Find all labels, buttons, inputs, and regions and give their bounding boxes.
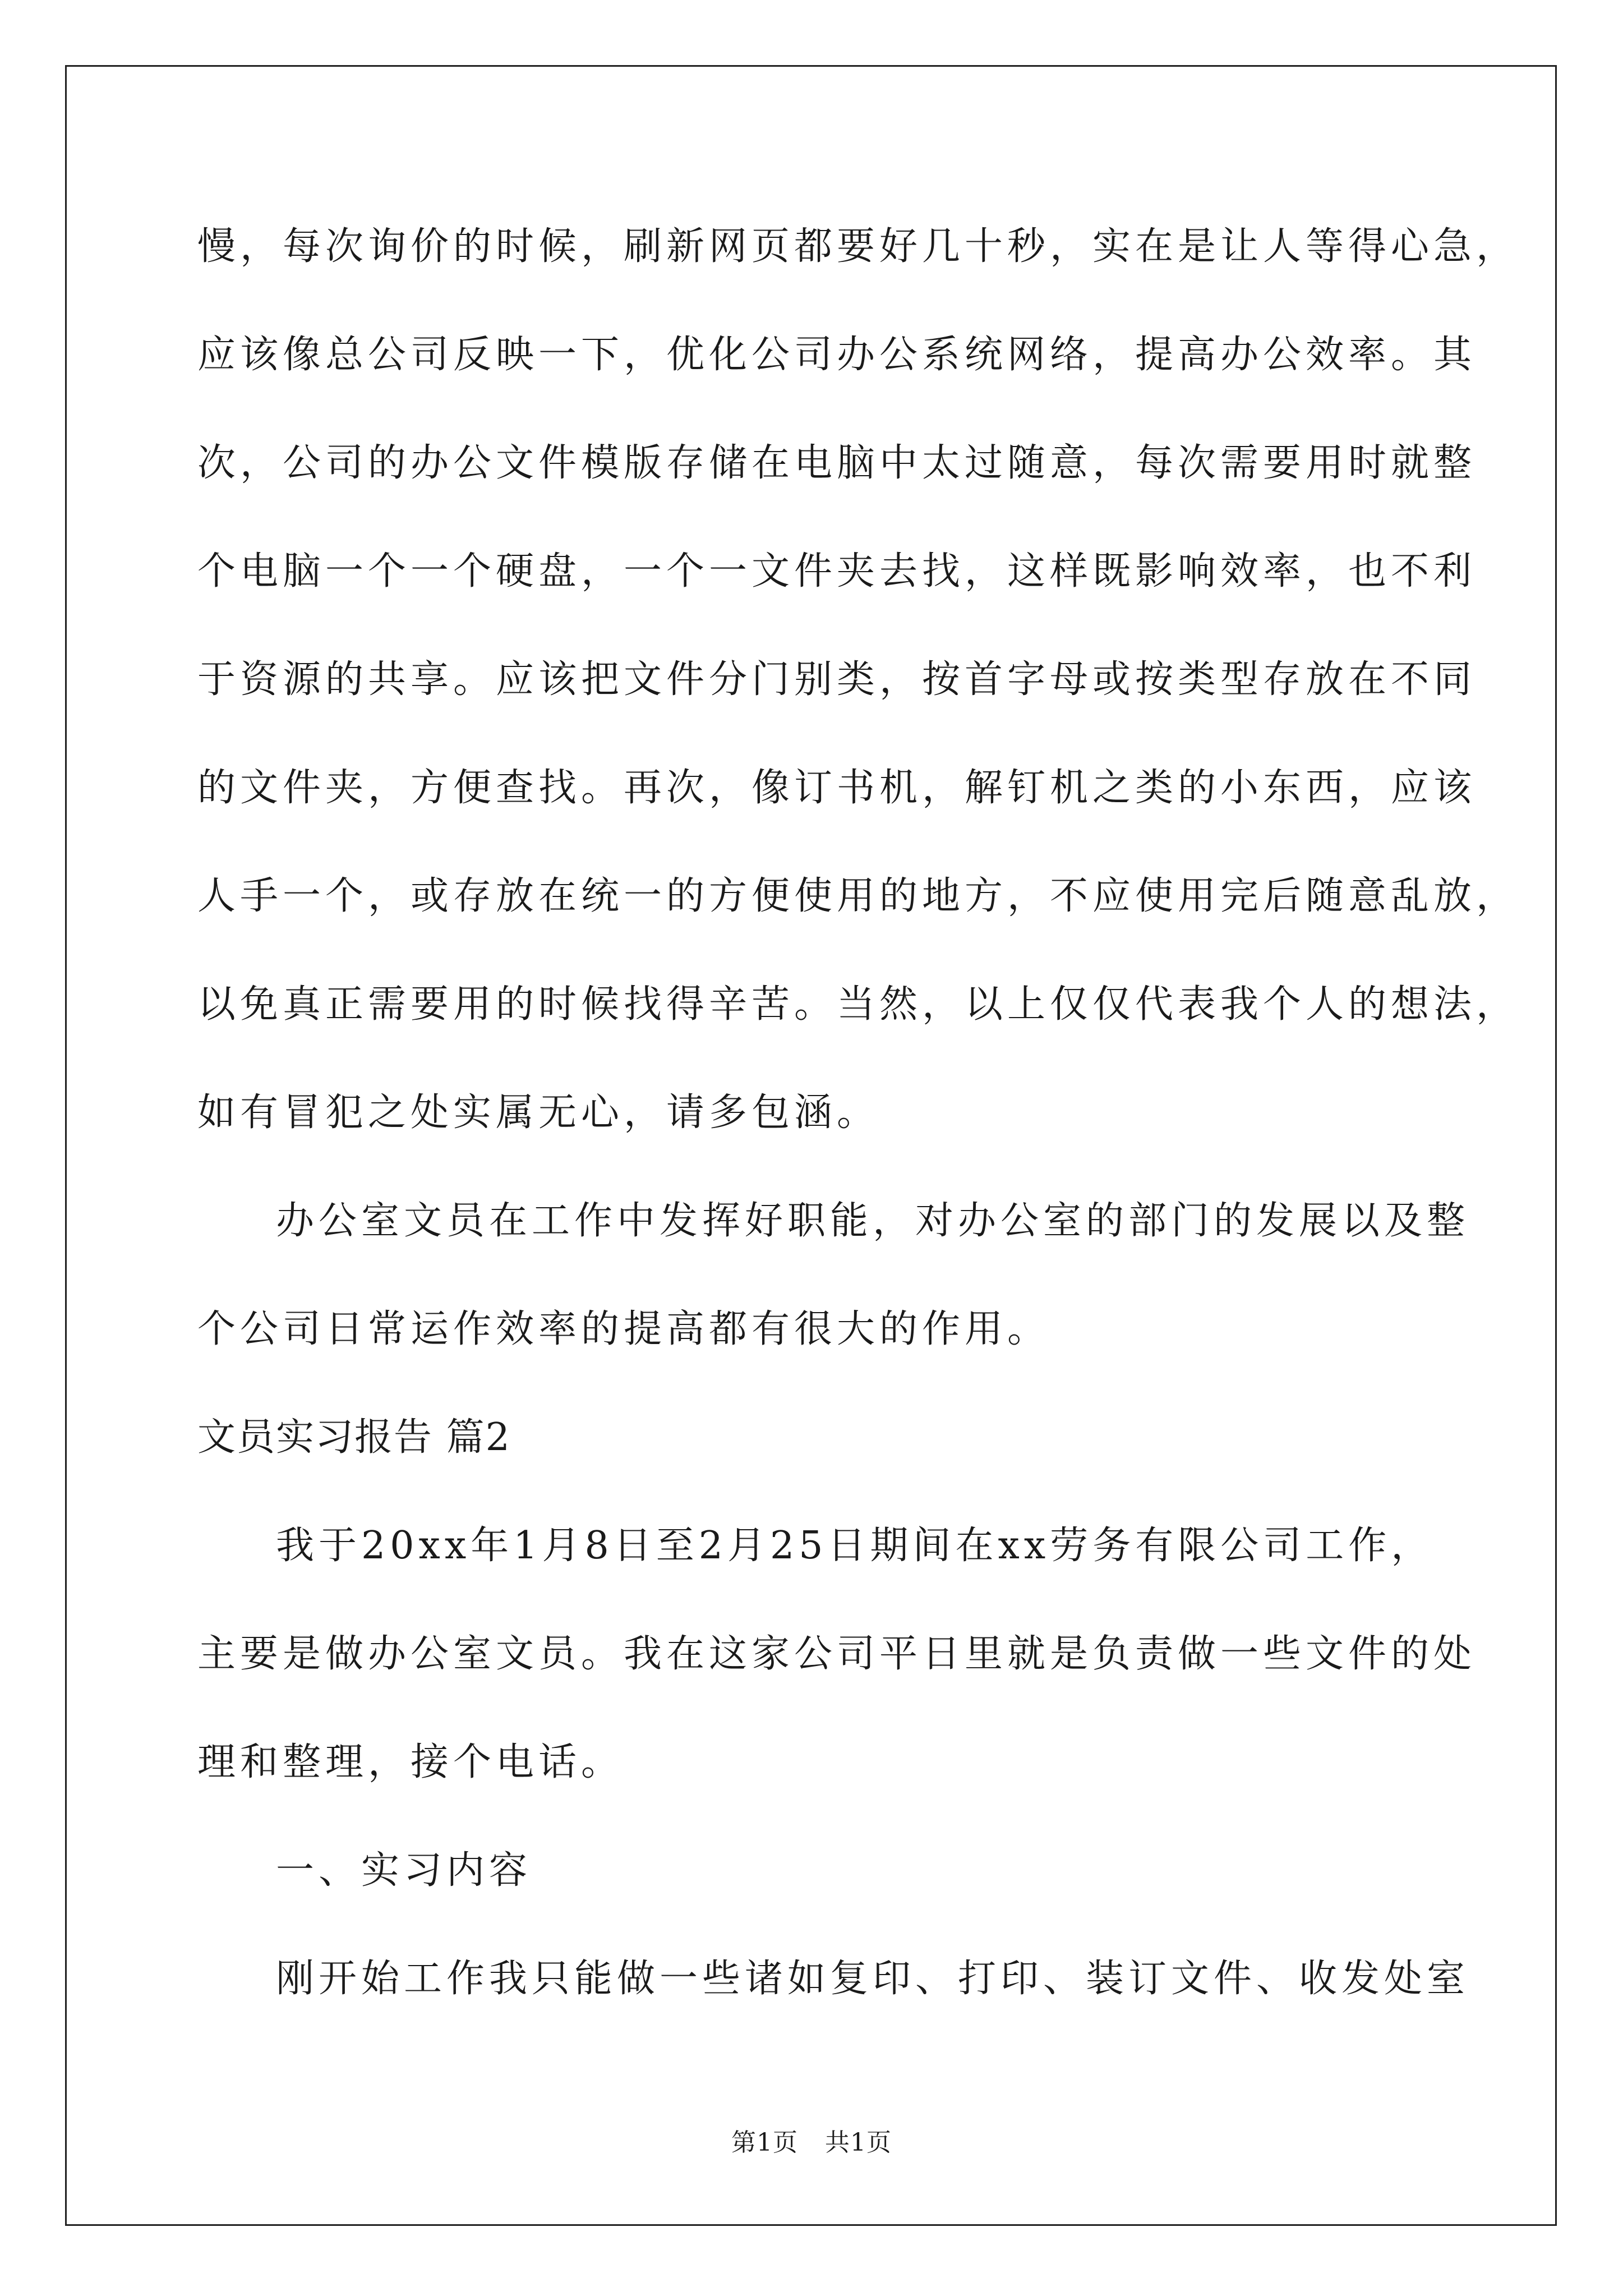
subsection-heading: 一、实习内容 [276,1848,532,1893]
text-line: 个公司日常运作效率的提高都有很大的作用。 [197,1307,1050,1351]
text-line: 于资源的共享。应该把文件分门别类，按首字母或按类型存放在不同 [197,657,1477,702]
page-border [65,65,1557,2226]
page-number-total: 共1页 [825,2128,892,2157]
paragraph-start-line: 我于20xx年1月8日至2月25日期间在xx劳务有限公司工作， [276,1524,1434,1568]
text-line: 如有冒犯之处实属无心，请多包涵。 [197,1091,880,1135]
page-footer [0,2126,1623,2160]
section-heading: 文员实习报告 篇2 [197,1415,511,1460]
text-line: 人手一个，或存放在统一的方便使用的地方，不应使用完后随意乱放， [197,874,1519,918]
text-line: 以免真正需要用的时候找得辛苦。当然，以上仅仅代表我个人的想法， [197,982,1519,1027]
text-line: 次，公司的办公文件模版存储在电脑中太过随意，每次需要用时就整 [197,441,1477,485]
paragraph-start-line: 办公室文员在工作中发挥好职能，对办公室的部门的发展以及整 [276,1199,1470,1243]
text-line: 理和整理，接个电话。 [197,1740,624,1784]
text-line: 应该像总公司反映一下，优化公司办公系统网络，提高办公效率。其 [197,333,1477,377]
text-line: 的文件夹，方便查找。再次，像订书机，解钉机之类的小东西，应该 [197,766,1477,810]
text-line: 个电脑一个一个硬盘，一个一文件夹去找，这样既影响效率，也不利 [197,549,1477,593]
text-line: 主要是做办公室文员。我在这家公司平日里就是负责做一些文件的处 [197,1632,1477,1676]
paragraph-start-line: 刚开始工作我只能做一些诸如复印、打印、装订文件、收发处室 [276,1957,1470,2001]
page-number-current: 第1页 [731,2128,798,2157]
text-line: 慢，每次询价的时候，刷新网页都要好几十秒，实在是让人等得心急， [197,224,1519,269]
